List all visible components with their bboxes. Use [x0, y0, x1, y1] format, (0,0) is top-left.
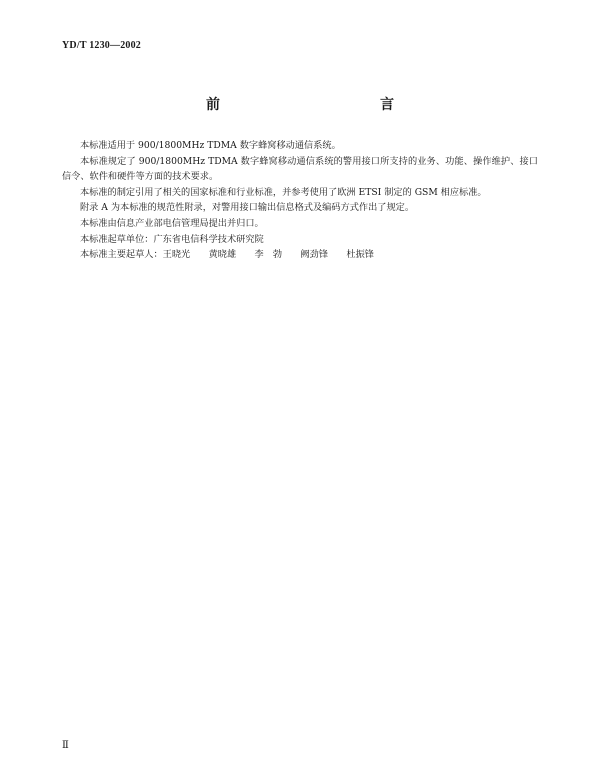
page-title: 前 言: [206, 97, 438, 113]
paragraph-scope: 本标准适用于 900/1800MHz TDMA 数字蜂窝移动通信系统。: [80, 140, 341, 151]
paragraph-proposer: 本标准由信息产业部电信管理局提出并归口。: [80, 217, 264, 229]
standard-code-header: YD/T 1230—2002: [62, 40, 142, 51]
paragraph-drafters: 本标准主要起草人：王晓光 黄晓雄 李 勃 阙劲锋 杜振锋: [80, 249, 374, 261]
foreword-body: [62, 138, 538, 263]
paragraph-appendix: 附录 A 为本标准的规范性附录，对警用接口输出信息格式及编码方式作出了规定。: [80, 202, 415, 214]
paragraph-requirements: 本标准规定了 900/1800MHz TDMA 数字蜂窝移动通信系统的警用接口所支持的业务、功能、操作维护、接口信令、软件和硬件等方面的技术要求。: [62, 155, 538, 183]
paragraph-references: 本标准的制定引用了相关的国家标准和行业标准，并参考使用了欧洲 ETSI 制定的 GSM 相应标准。: [80, 186, 487, 198]
page-number: Ⅱ: [62, 740, 69, 751]
paragraph-drafting-unit: 本标准起草单位：广东省电信科学技术研究院: [80, 233, 264, 245]
